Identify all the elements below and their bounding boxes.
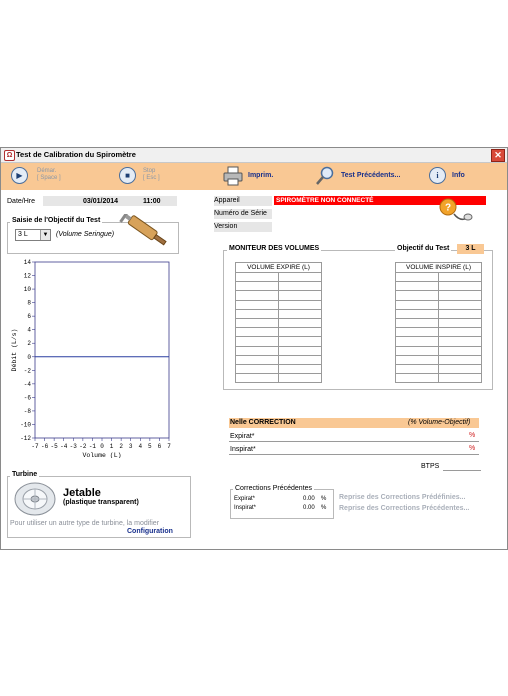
magnifier-icon (315, 166, 335, 186)
inspire-table (395, 262, 482, 383)
time-value: 11:00 (143, 198, 161, 205)
prev-expirat-unit: % (321, 496, 327, 502)
prev-inspirat-label: Inspirat* (234, 505, 257, 511)
x-tick-label: 1 (109, 443, 114, 450)
prev-expirat-label: Expirat* (234, 496, 256, 502)
btps-label: BTPS (421, 463, 440, 470)
table-cell (236, 318, 279, 327)
plot-area (35, 262, 169, 438)
reprise-precedentes-link[interactable]: Reprise des Corrections Précédentes... (339, 505, 470, 512)
syringe-icon (119, 214, 173, 246)
table-cell (278, 318, 321, 327)
previous-tests-button[interactable] (315, 166, 411, 188)
objective-note: (Volume Seringue) (56, 231, 115, 238)
table-cell (438, 300, 481, 309)
table-cell (438, 337, 481, 346)
x-tick-label: -1 (88, 443, 97, 450)
table-cell (236, 291, 279, 300)
printer-icon (223, 166, 243, 186)
table-cell (278, 309, 321, 318)
table-cell (236, 273, 279, 282)
turbine-title: Turbine (12, 471, 38, 478)
y-tick-label: 0 (27, 353, 31, 361)
y-tick-label: 4 (27, 326, 31, 334)
table-cell (278, 364, 321, 373)
toolbar (1, 163, 507, 190)
print-button[interactable] (223, 166, 283, 188)
table-row (396, 364, 482, 373)
table-cell (438, 355, 481, 364)
x-tick-label: 4 (138, 443, 143, 450)
info-label: Info (452, 172, 465, 179)
table-cell (236, 282, 279, 291)
table-row (396, 300, 482, 309)
table-row (236, 355, 322, 364)
y-tick-label: -4 (23, 380, 31, 388)
x-tick-label: 2 (119, 443, 123, 450)
table-row (236, 291, 322, 300)
x-tick-label: -7 (31, 443, 39, 450)
turbine-icon (13, 481, 57, 517)
objective-group-title: Saisie de l'Objectif du Test (12, 217, 101, 224)
y-tick-label: 6 (27, 313, 31, 321)
table-cell (438, 282, 481, 291)
x-tick-label: -5 (50, 443, 58, 450)
table-cell (396, 374, 439, 383)
table-cell (236, 300, 279, 309)
y-axis-label: Débit (L/s) (11, 328, 18, 372)
inspirat-label: Inspirat* (230, 446, 256, 453)
x-tick-label: 6 (157, 443, 162, 450)
stop-button[interactable] (119, 166, 179, 188)
y-tick-label: -2 (23, 367, 31, 375)
expirat-unit: % (469, 432, 476, 439)
prev-inspirat-unit: % (321, 505, 327, 511)
table-cell (396, 300, 439, 309)
table-cell (278, 273, 321, 282)
play-icon: ▶ (11, 167, 28, 184)
table-cell (396, 364, 439, 373)
y-tick-label: 10 (23, 286, 31, 294)
appareil-status: SPIROMÈTRE NON CONNECTÉ (274, 196, 486, 205)
table-cell (278, 337, 321, 346)
stop-label: Stop (143, 168, 156, 174)
appareil-label-text: Appareil (214, 197, 240, 204)
monitor-objective-value: 3 L (457, 244, 484, 254)
title-bar (1, 148, 507, 163)
monitor-objective-label: Objectif du Test (397, 245, 450, 252)
table-cell (396, 309, 439, 318)
table-cell (236, 309, 279, 318)
correction-subtitle: (% Volume-Objectif) (408, 419, 471, 426)
print-label: Imprim. (248, 172, 274, 179)
window-title: Test de Calibration du Spiromètre (16, 150, 136, 159)
configuration-link[interactable]: Configuration (127, 528, 173, 535)
y-tick-label: 12 (23, 272, 31, 280)
previous-tests-label: Test Précédents... (341, 172, 401, 179)
table-cell (396, 337, 439, 346)
y-tick-label: -8 (23, 407, 31, 415)
table-row (396, 282, 482, 291)
y-tick-label: 2 (27, 340, 31, 348)
table-cell (236, 337, 279, 346)
info-button[interactable] (429, 166, 469, 188)
monitor-title: MONITEUR DES VOLUMES (229, 245, 320, 252)
table-cell (396, 355, 439, 364)
table-cell (236, 355, 279, 364)
table-cell (438, 364, 481, 373)
stop-shortcut: [ Esc ] (143, 175, 160, 181)
turbine-desc: (plastique transparent) (63, 499, 139, 506)
table-row (396, 291, 482, 300)
calibration-window (0, 147, 508, 550)
table-row (396, 337, 482, 346)
table-cell (236, 328, 279, 337)
table-cell (236, 364, 279, 373)
table-cell (396, 346, 439, 355)
table-cell (396, 318, 439, 327)
app-icon: Ω (4, 150, 15, 161)
start-label: Démar. (37, 168, 57, 174)
turbine-name: Jetable (63, 487, 101, 499)
table-cell (278, 291, 321, 300)
table-row (396, 273, 482, 282)
table-row (236, 328, 322, 337)
btps-field[interactable] (443, 470, 481, 471)
x-axis-label: Volume (L) (82, 452, 122, 458)
correction-title: Nelle CORRECTION (230, 419, 296, 426)
svg-text:?: ? (444, 202, 452, 214)
table-row (396, 374, 482, 383)
flow-volume-chart (7, 258, 177, 458)
table-cell (396, 328, 439, 337)
table-row (396, 355, 482, 364)
expirat-field[interactable] (229, 441, 479, 442)
table-cell (438, 309, 481, 318)
x-tick-label: -4 (60, 443, 68, 450)
table-cell (438, 291, 481, 300)
prev-expirat-value: 0.00 (303, 496, 315, 502)
table-row (236, 374, 322, 383)
table-cell (278, 328, 321, 337)
table-cell (278, 282, 321, 291)
y-tick-label: 8 (27, 299, 31, 307)
chevron-down-icon[interactable]: ▼ (40, 230, 50, 240)
y-tick-label: -6 (23, 394, 31, 402)
table-row (236, 318, 322, 327)
y-tick-label: -10 (20, 421, 31, 429)
x-tick-label: 0 (100, 443, 104, 450)
help-question-icon[interactable] (438, 196, 474, 226)
table-cell (396, 282, 439, 291)
reprise-predefinies-link[interactable]: Reprise des Corrections Prédéfinies... (339, 494, 466, 501)
inspirat-field[interactable] (229, 454, 479, 455)
table-cell (438, 328, 481, 337)
expirat-label: Expirat* (230, 433, 255, 440)
start-button[interactable] (11, 166, 81, 188)
y-tick-label: -12 (20, 435, 31, 442)
table-cell (396, 291, 439, 300)
x-tick-label: 3 (128, 443, 133, 450)
previous-group (230, 489, 334, 519)
table-cell (236, 374, 279, 383)
previous-title: Corrections Précédentes (235, 485, 313, 492)
table-row (236, 364, 322, 373)
table-cell (396, 273, 439, 282)
table-row (396, 309, 482, 318)
x-tick-label: 5 (148, 443, 152, 450)
y-tick-label: 14 (23, 259, 31, 266)
table-row (396, 318, 482, 327)
x-tick-label: 7 (167, 443, 171, 450)
table-row (396, 328, 482, 337)
table-row (236, 300, 322, 309)
inspire-header: VOLUME INSPIRE (L) (396, 263, 482, 273)
table-row (236, 337, 322, 346)
date-value: 03/01/2014 (83, 198, 119, 205)
table-row (236, 346, 322, 355)
table-cell (278, 300, 321, 309)
table-cell (438, 318, 481, 327)
table-cell (438, 374, 481, 383)
expire-header: VOLUME EXPIRE (L) (236, 263, 322, 273)
date-label: Date/Hre (7, 198, 36, 205)
table-row (396, 346, 482, 355)
table-cell (278, 346, 321, 355)
table-cell (438, 346, 481, 355)
table-row (236, 273, 322, 282)
close-icon[interactable]: ✕ (491, 149, 505, 162)
stop-icon: ■ (119, 167, 136, 184)
version-label: Version (214, 223, 238, 230)
expire-table (235, 262, 322, 383)
x-tick-label: -2 (79, 443, 87, 450)
prev-inspirat-value: 0.00 (303, 505, 315, 511)
x-tick-label: -3 (69, 443, 77, 450)
info-icon: i (429, 167, 446, 184)
table-cell (278, 374, 321, 383)
table-cell (438, 273, 481, 282)
start-shortcut: [ Space ] (37, 175, 61, 181)
table-cell (236, 346, 279, 355)
objective-select-value: 3 L (18, 231, 28, 238)
inspirat-unit: % (469, 445, 476, 452)
serial-label: Numéro de Série (214, 210, 267, 217)
x-tick-label: -6 (40, 443, 49, 450)
turbine-note: Pour utiliser un autre type de turbine, la modifier (10, 520, 160, 527)
table-cell (278, 355, 321, 364)
table-row (236, 282, 322, 291)
objective-select[interactable] (15, 229, 51, 241)
table-row (236, 309, 322, 318)
